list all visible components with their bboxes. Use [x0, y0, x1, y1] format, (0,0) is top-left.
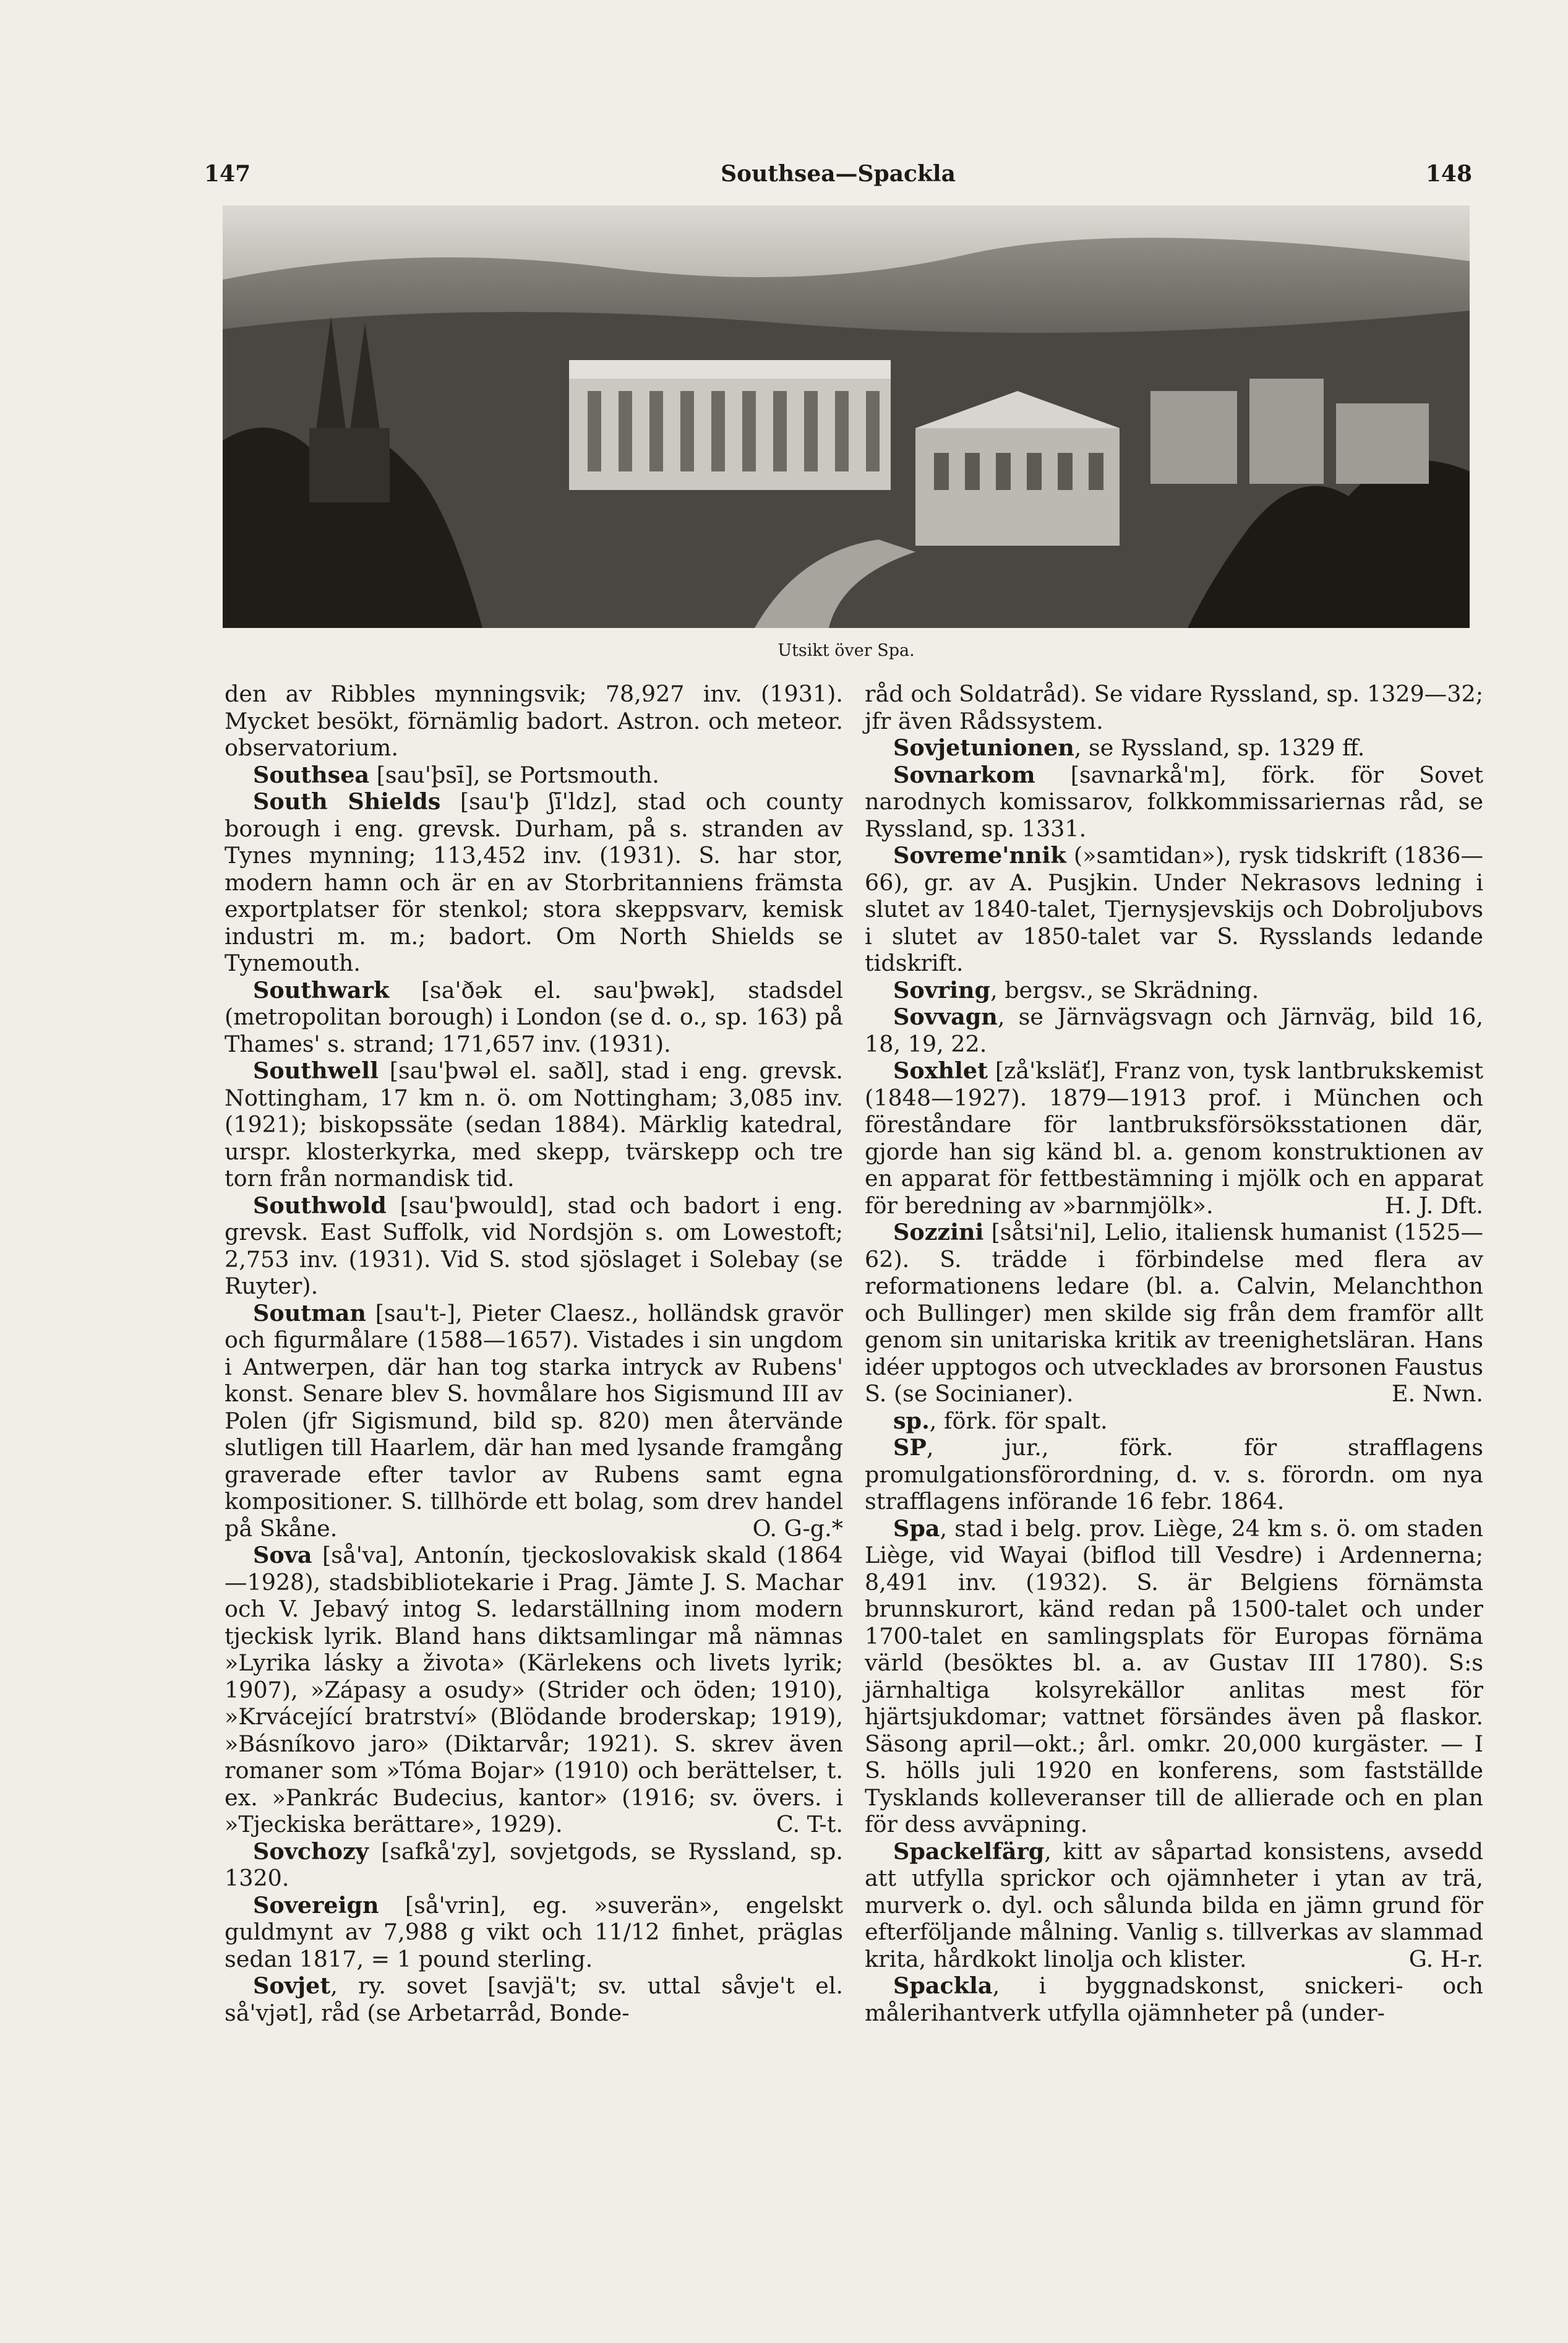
entry-headword: Sovjet — [253, 1972, 331, 1999]
entry-headword: Soutman — [253, 1299, 366, 1326]
page-number-right: 148 — [1425, 161, 1472, 187]
entry-text: [zå'ksläť], Franz von, tysk lantbrukskemist (1848—1927). 1879—1913 prof. i München och föreståndare för lantbruksförsöksstationen där, gjorde han sig känd bl. a. genom konstruktionen av en apparat för fettbestämning i mjölk och en apparat för beredning av »barnmjölk». — [865, 1057, 1483, 1219]
text-column-right — [865, 681, 1483, 2026]
dictionary-entry — [225, 788, 843, 977]
continued-text — [225, 681, 843, 762]
figure-caption: Utsikt över Spa. — [778, 641, 915, 660]
entry-text: råd och Soldatråd). Se vidare Ryssland, sp. 1329—32; jfr även Rådssystem. — [865, 681, 1483, 734]
entry-headword: Sovring — [893, 976, 991, 1004]
entry-headword: Sovjetunionen — [893, 734, 1074, 761]
entry-headword: SP — [893, 1434, 927, 1461]
entry-text: , bergsv., se Skrädning. — [990, 976, 1259, 1004]
dictionary-entry — [225, 1057, 843, 1192]
entry-headword: Spa — [893, 1515, 940, 1542]
entry-text: [så'va], Antonín, tjeckoslovakisk skald (1864—1928), stadsbibliotekarie i Prag. Jämte J. S. Machar och V. Jebavý intog S. ledarställning inom modern tjeckisk lyrik. Bland hans diktsamlingar må nämnas »Lyrika lásky a života» (Kärlekens och livets lyrik; 1907), »Zápasy a osudy» (Strider och öden; 1910), »Krvácející bratrství» (Blödande broderskap; 1919), »Básníkovo jaro» (Diktarvår; 1921). S. skrev även romaner som »Tóma Bojar» (1910) och berättelser, t. ex. »Pankrác Budecius, kantor» (1916; sv. övers. i »Tjeckiska berättare», 1929). — [225, 1542, 843, 1838]
dictionary-entry — [225, 977, 843, 1058]
entry-text: [sa'ðək el. sau'þwək], stadsdel (metropolitan borough) i London (se d. o., sp. 163) på Thames' s. strand; 171,657 inv. (1931). — [225, 976, 843, 1057]
dictionary-entry — [865, 977, 1483, 1004]
dictionary-entry — [225, 1192, 843, 1300]
entry-headword: South Shields — [253, 788, 441, 815]
dictionary-entry — [225, 762, 843, 789]
entry-headword: Southwell — [253, 1057, 379, 1084]
entry-text: [sau'þ ʃī'ldz], stad och county borough i eng. grevsk. Durham, på s. stranden av Tynes mynning; 113,452 inv. (1931). S. har stor, modern hamn och är en av Storbritanniens främsta exportplatser för stenkol; stora skeppsvarv, kemisk industri m. m.; badort. Om North Shields se Tynemouth. — [225, 788, 843, 976]
entry-text: , jur., förk. för strafflagens promulgationsförordning, d. v. s. förordn. om nya strafflagens införande 16 febr. 1864. — [865, 1434, 1483, 1515]
dictionary-entry — [865, 1515, 1483, 1838]
continued-text — [865, 681, 1483, 734]
text-column-left — [225, 681, 843, 2026]
entry-text: [safkå'zy], sovjetgods, se Ryssland, sp. 1320. — [225, 1838, 843, 1891]
entry-text: , se Järnvägsvagn och Järnväg, bild 16, 18, 19, 22. — [865, 1004, 1483, 1057]
entry-headword: sp. — [893, 1407, 930, 1434]
entry-text: , se Ryssland, sp. 1329 ff. — [1074, 734, 1365, 761]
entry-text: [savnarkå'm], förk. för Sovet narodnych komissarov, folkkommissariernas råd, se Ryssland, sp. 1331. — [865, 761, 1483, 842]
entry-text: , i byggnadskonst, snickeri- och målerihantverk utfylla ojämnheter på (under- — [865, 1972, 1483, 2026]
entry-headword: Sovvagn — [893, 1004, 998, 1030]
dictionary-entry — [865, 1434, 1483, 1515]
author-signature: E. Nwn. — [1391, 1380, 1483, 1407]
entry-headword: Sozzini — [893, 1219, 984, 1245]
entry-headword: Spackelfärg — [893, 1838, 1045, 1865]
entry-text: , stad i belg. prov. Liège, 24 km s. ö. om staden Liège, vid Wayai (biflod till Vesdre) i Ardennerna; 8,491 inv. (1932). S. är Belgiens förnämsta brunnskurort, känd redan på 1500-talet och under 1700-talet en samlingsplats för Europas förnäma värld (besöktes bl. a. av Gustav III 1780). S:s järnhaltiga kolsyrekällor anlitas mest för hjärtsjukdomar; vattnet försändes även på flaskor. Säsong april—okt.; årl. omkr. 20,000 kurgäster. — I S. hölls juli 1920 en konferens, som fastställde Tysklands kolleveranser till de allierade och en plan för dess avväpning. — [865, 1515, 1483, 1838]
running-header — [204, 152, 1472, 196]
author-signature: C. T-t. — [776, 1811, 843, 1838]
dictionary-entry — [865, 1004, 1483, 1057]
dictionary-entry — [865, 1057, 1483, 1219]
dictionary-entry — [865, 1838, 1483, 1973]
dictionary-entry — [865, 1219, 1483, 1408]
spa-town-photo — [223, 205, 1470, 628]
entry-text: [sau'þwould], stad och badort i eng. grevsk. East Suffolk, vid Nordsjön s. om Lowestoft; 2,753 inv. (1931). Vid S. stod sjöslaget i Solebay (se Ruyter). — [225, 1192, 843, 1299]
entry-headword: Southwold — [253, 1192, 387, 1219]
entry-headword: Southsea — [253, 761, 370, 788]
dictionary-entry — [865, 762, 1483, 843]
entry-text: [såtsi'ni], Lelio, italiensk humanist (1525—62). S. trädde i förbindelse med flera av reformationens ledare (bl. a. Calvin, Melanchthon och Bullinger) men skilde sig från dem framför allt genom sin unitariska kritik av treenighetsläran. Hans idéer upptogos och utvecklades av brorsonen Faustus S. (se Socinianer). — [865, 1219, 1483, 1407]
dictionary-entry — [225, 1838, 843, 1892]
author-signature: G. H-r. — [1408, 1945, 1483, 1972]
dictionary-entry — [865, 1972, 1483, 2026]
entry-headword: Sova — [253, 1542, 312, 1568]
entry-text: [så'vrin], eg. »suverän», engelskt guldmynt av 7,988 g vikt och 11/12 finhet, präglas sedan 1817, = 1 pound sterling. — [225, 1891, 843, 1972]
author-signature: O. G-g.* — [752, 1515, 843, 1542]
entry-text: , ry. sovet [savjä't; sv. uttal såvje't el. så'vjət], råd (se Arbetarråd, Bonde- — [225, 1972, 843, 2026]
entry-text: , förk. för spalt. — [929, 1407, 1108, 1434]
entry-text: [sau't-], Pieter Claesz., holländsk gravör och figurmålare (1588—1657). Vistades i sin ungdom i Antwerpen, där han tog starka intryck av Rubens' konst. Senare blev S. hovmålare hos Sigismund III av Polen (jfr Sigismund, bild sp. 820) men återvände slutligen till Haarlem, där han med lysande framgång graverade efter tavlor av Rubens samt egna kompositioner. S. tillhörde ett bolag, som drev handel på Skåne. — [225, 1299, 843, 1542]
dictionary-entry — [225, 1300, 843, 1542]
entry-text: den av Ribbles mynningsvik; 78,927 inv. (1931). Mycket besökt, förnämlig badort. Astron. och meteor. observatorium. — [225, 681, 843, 761]
entry-text: [sau'þwəl el. saðl], stad i eng. grevsk. Nottingham, 17 km n. ö. om Nottingham; 3,085 inv. (1921); biskopssäte (sedan 1884). Märklig katedral, urspr. klosterkyrka, med skepp, tvärskepp och tre torn från normandisk tid. — [225, 1057, 843, 1192]
dictionary-entry — [225, 1972, 843, 2026]
running-title: Southsea—Spackla — [721, 161, 956, 187]
entry-text: (»samtidan»), rysk tidskrift (1836—66), gr. av A. Pusjkin. Under Nekrasovs ledning i slutet av 1840-talet, Tjernysjevskijs och Dobroljubovs i slutet av 1850-talet var S. Rysslands ledande tidskrift. — [865, 842, 1483, 976]
dictionary-entry — [865, 734, 1483, 762]
entry-text: [sau'þsī], se Portsmouth. — [369, 761, 659, 788]
entry-text: , kitt av såpartad konsistens, avsedd att utfylla sprickor och ojämnheter i ytan av trä, murverk o. dyl. och sålunda bilda en jämn grund för efterföljande målning. Vanlig s. tillverkas av slammad krita, hårdkokt linolja och klister. — [865, 1838, 1483, 1972]
author-signature: H. J. Dft. — [1384, 1192, 1483, 1219]
entry-headword: Spackla — [893, 1972, 993, 1999]
entry-headword: Sovreme'nnik — [893, 842, 1066, 869]
entry-headword: Southwark — [253, 976, 390, 1004]
photo-illustration — [223, 205, 1470, 628]
dictionary-entry — [865, 842, 1483, 977]
page-number-left: 147 — [204, 161, 251, 187]
entry-headword: Sovereign — [253, 1891, 379, 1919]
entry-headword: Sovnarkom — [893, 761, 1035, 788]
dictionary-entry — [225, 1892, 843, 1973]
entry-headword: Soxhlet — [893, 1057, 988, 1084]
entry-headword: Sovchozy — [253, 1838, 369, 1865]
dictionary-entry — [865, 1408, 1483, 1435]
dictionary-entry — [225, 1542, 843, 1838]
